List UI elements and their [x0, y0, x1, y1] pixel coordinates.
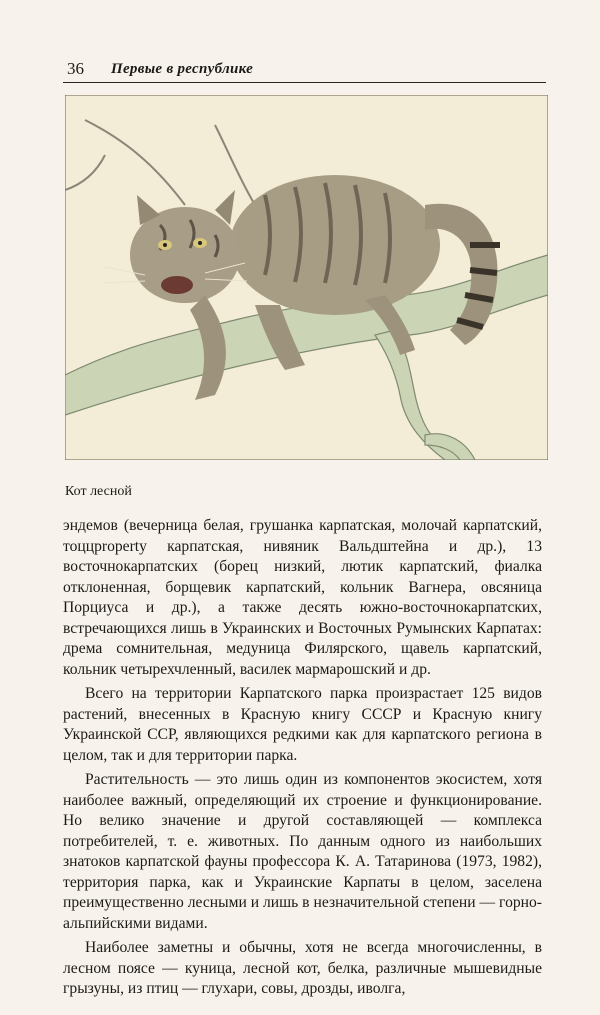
paragraph: эндемов (вечерница белая, грушанка карпатская, молочай карпатский, тоццproperty карпатская, нивяник Вальдштейна и др.), 13 восточнокарпатских (борец низкий, лютик карпатский, фиалка отклоненная, борщевик карпатский, кольник Вагнера, овсяница Порциуса и др.), а также десять южно-восточнокарпатских, встречающихся лишь в Украинских и Восточных Румынских Карпатах: дрема сомнительная, медуница Филярского, щавель карпатский, кольник четырехчленный, василек мармарошский и др. — [63, 517, 542, 678]
page-number: 36 — [67, 59, 84, 78]
paragraph: Наиболее заметны и обычны, хотя не всегда многочисленны, в лесном поясе — куница, лесной кот, белка, различные мышевидные грызуны, из птиц — глухари, совы, дрозды, иволга, — [63, 939, 542, 997]
page-header — [63, 56, 546, 83]
paragraph: Всего на территории Карпатского парка произрастает 125 видов растений, внесенных в Красную книгу СССР и Красную книгу Украинской ССР, являющихся редкими как для карпатского региона в целом, так и для территории парка. — [63, 685, 542, 764]
paragraph: Растительность — это лишь один из компонентов экосистем, хотя наиболее важный, определяющий их строение и функционирование. Но велико значение и другой составляющей — комплекса потребителей, т. е. животных. По данным одного из наибольших знатоков карпатской фауны профессора К. А. Татаринова (1973, 1982), территория парка, как и Украинские Карпаты в целом, заселена преимущественно лесными и лишь в незначительной степени — горно-альпийскими видами. — [63, 771, 542, 932]
running-title: Первые в республике — [111, 61, 254, 77]
wildcat-illustration — [65, 95, 548, 460]
figure-caption: Кот лесной — [65, 484, 132, 499]
body-text — [63, 516, 542, 1004]
